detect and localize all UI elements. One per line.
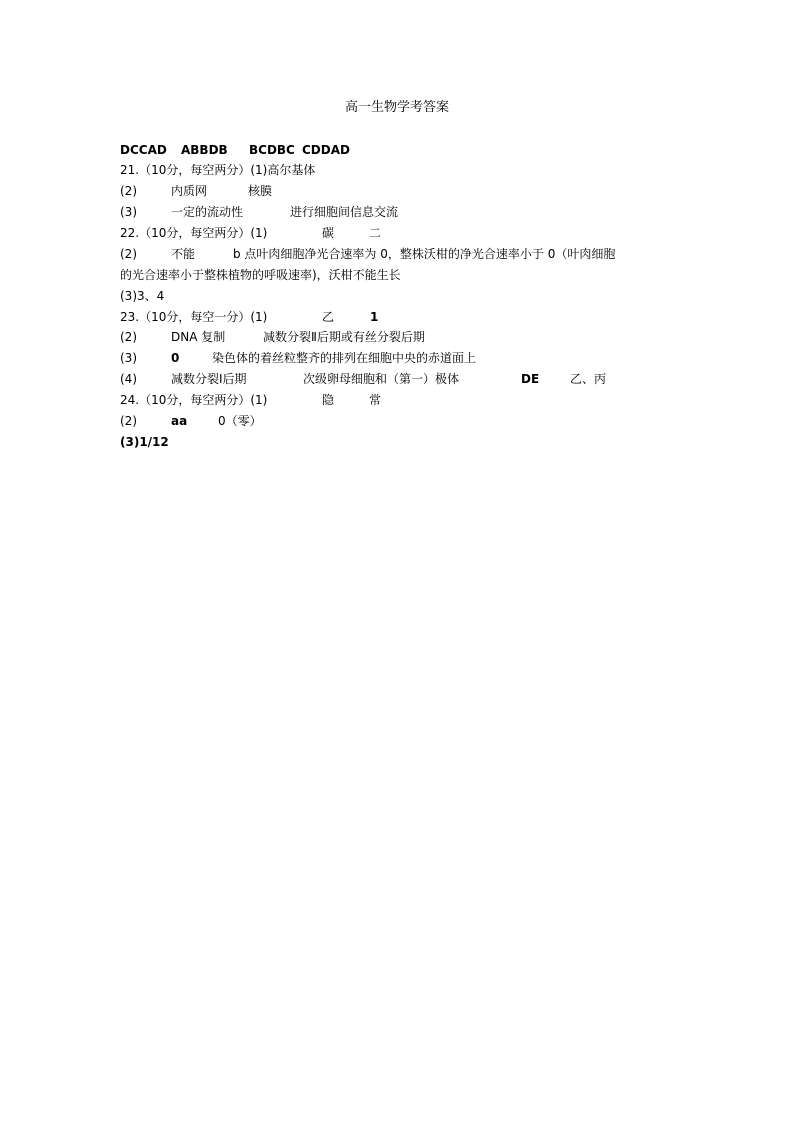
q24-part2-answer-a: aa bbox=[171, 414, 188, 428]
q21-part3-num: (3) bbox=[120, 205, 137, 219]
choice-answers-11-15: BCDBC bbox=[249, 143, 295, 157]
q24-part2-num: (2) bbox=[120, 414, 137, 428]
choice-answers-1-5: DCCAD bbox=[120, 143, 167, 157]
q23-part2-num: (2) bbox=[120, 330, 137, 344]
q21-heading-text: 21.（10分，每空两分）(1)高尔基体 bbox=[120, 163, 316, 177]
page-title: 高一生物学考答案 bbox=[344, 100, 449, 115]
q23-part4-answer-a: 减数分裂Ⅰ后期 bbox=[171, 372, 247, 386]
q23-part1-answer-b: 1 bbox=[370, 310, 379, 324]
q21-part3-answer-b: 进行细胞间信息交流 bbox=[290, 205, 399, 219]
q22-part2-answer-a: 不能 bbox=[171, 247, 196, 261]
q23-part2-answer-b: 减数分裂Ⅱ后期或有丝分裂后期 bbox=[263, 330, 425, 344]
q23-part3-answer-a: 0 bbox=[171, 351, 180, 365]
q22-heading-text: 22.（10分，每空两分）(1) bbox=[120, 226, 268, 240]
q22-part1-answer-b: 二 bbox=[369, 226, 382, 240]
q24-heading-text: 24.（10分，每空两分）(1) bbox=[120, 393, 268, 407]
q21-part3-answer-a: 一定的流动性 bbox=[171, 205, 244, 219]
q22-part2-num: (2) bbox=[120, 247, 137, 261]
q24-part2-answer-b: 0（零） bbox=[218, 414, 262, 428]
q23-part4-answer-b: 次级卵母细胞和（第一）极体 bbox=[303, 372, 460, 386]
q23-part4-answer-d: 乙、丙 bbox=[570, 372, 607, 386]
q23-part1-answer-a: 乙 bbox=[322, 310, 335, 324]
choice-answers-16-20: CDDAD bbox=[302, 143, 350, 157]
q23-heading-text: 23.（10分，每空一分）(1) bbox=[120, 310, 268, 324]
q23-part4-answer-c: DE bbox=[521, 372, 540, 386]
q21-part2-num: (2) bbox=[120, 184, 137, 198]
q23-part4-num: (4) bbox=[120, 372, 137, 386]
q24-part3-text: (3)1/12 bbox=[120, 435, 169, 449]
choice-answers-6-10: ABBDB bbox=[181, 143, 228, 157]
q21-part2-answer-b: 核膜 bbox=[248, 184, 273, 198]
q22-part1-answer-a: 碳 bbox=[322, 226, 335, 240]
q22-part2-answer-continued: 的光合速率小于整株植物的呼吸速率)，沃柑不能生长 bbox=[120, 268, 401, 282]
q24-part1-answer-b: 常 bbox=[369, 393, 382, 407]
q21-part2-answer-a: 内质网 bbox=[171, 184, 208, 198]
q22-part2-answer-b: b 点叶肉细胞净光合速率为 0，整株沃柑的净光合速率小于 0（叶肉细胞 bbox=[233, 247, 616, 261]
q23-part2-answer-a: DNA 复制 bbox=[171, 330, 226, 344]
q24-part1-answer-a: 隐 bbox=[322, 393, 335, 407]
q22-part3-text: (3)3、4 bbox=[120, 289, 165, 303]
q23-part3-answer-b: 染色体的着丝粒整齐的排列在细胞中央的赤道面上 bbox=[212, 351, 477, 365]
q23-part3-num: (3) bbox=[120, 351, 137, 365]
